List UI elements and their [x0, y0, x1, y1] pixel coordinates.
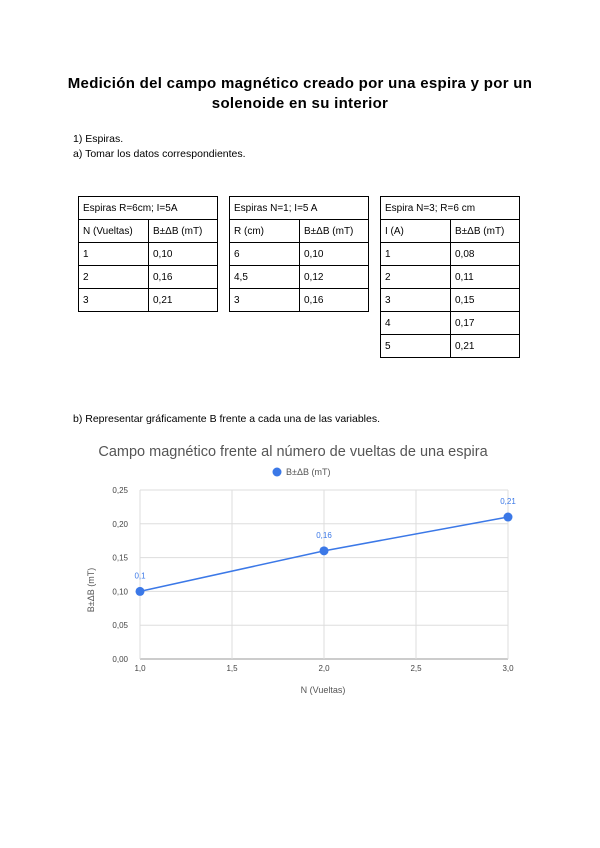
data-point: [504, 513, 513, 522]
chart-title: Campo magnético frente al número de vueltas de una espira: [98, 444, 488, 460]
table-cell: 2: [79, 266, 149, 289]
table-cell: 0,16: [149, 266, 218, 289]
x-tick-label: 3,0: [502, 664, 514, 673]
table-cell: 0,10: [149, 243, 218, 266]
y-tick-label: 0,15: [112, 553, 128, 563]
table-cell: 0,21: [451, 335, 520, 358]
table-cell: 0,10: [300, 243, 369, 266]
table-header: N (Vueltas): [79, 220, 149, 243]
y-tick-label: 0,00: [112, 655, 128, 664]
table-cell: 3: [381, 289, 451, 312]
table-header: B±ΔB (mT): [300, 220, 369, 243]
table-cell: 1: [381, 243, 451, 266]
table-cell: 0,16: [300, 289, 369, 312]
grid-lines: [140, 490, 508, 659]
y-tick-label: 0,20: [112, 519, 128, 529]
table-header: R (cm): [230, 220, 300, 243]
x-tick-label: 1,0: [134, 664, 146, 673]
table-cell: 2: [381, 266, 451, 289]
series-layer: [134, 497, 516, 596]
y-axis-label: B±ΔB (mT): [86, 567, 96, 613]
table-cell: 4,5: [230, 266, 300, 289]
y-tick-label: 0,05: [112, 621, 128, 631]
table-cell: 0,08: [451, 243, 520, 266]
table-cell: 0,11: [451, 266, 520, 289]
table-header: I (A): [381, 220, 451, 243]
table-caption: Espiras R=6cm; I=5A: [79, 197, 218, 220]
legend-label: B±ΔB (mT): [286, 467, 331, 477]
x-tick-label: 2,5: [410, 664, 422, 673]
x-tick-label: 2,0: [318, 664, 330, 673]
table-cell: 5: [381, 335, 451, 358]
y-tick-labels: [112, 486, 128, 664]
x-tick-labels: [134, 664, 514, 673]
data-point: [320, 546, 329, 555]
table-cell: 0,12: [300, 266, 369, 289]
section-heading: 1) Espiras.: [73, 133, 124, 145]
part-a-text: a) Tomar los datos correspondientes.: [73, 148, 246, 160]
table-header: B±ΔB (mT): [149, 220, 218, 243]
table-header: B±ΔB (mT): [451, 220, 520, 243]
magnetic-field-chart: [70, 435, 530, 705]
data-label: 0,1: [134, 571, 146, 581]
table-cell: 4: [381, 312, 451, 335]
y-tick-label: 0,10: [112, 587, 128, 597]
data-label: 0,16: [316, 530, 332, 540]
table-cell: 0,21: [149, 289, 218, 312]
document-title-line-1: Medición del campo magnético creado por una espira y por un: [67, 75, 533, 92]
table-cell: 0,15: [451, 289, 520, 312]
data-table-radio: [229, 196, 369, 312]
data-point: [136, 587, 145, 596]
x-axis-label: N (Vueltas): [300, 685, 346, 695]
y-tick-label: 0,25: [112, 486, 128, 495]
part-b-text: b) Representar gráficamente B frente a cada una de las variables.: [73, 413, 381, 425]
table-caption: Espiras N=1; I=5 A: [230, 197, 369, 220]
data-table-vueltas: [78, 196, 218, 312]
table-cell: 6: [230, 243, 300, 266]
table-cell: 3: [79, 289, 149, 312]
x-tick-label: 1,5: [226, 664, 238, 673]
data-table-intensidad: [380, 196, 520, 358]
legend-marker: [273, 468, 282, 477]
data-label: 0,21: [500, 497, 516, 507]
table-caption: Espira N=3; R=6 cm: [381, 197, 520, 220]
table-cell: 1: [79, 243, 149, 266]
table-cell: 3: [230, 289, 300, 312]
document-title-line-2: solenoide en su interior: [211, 95, 389, 112]
table-cell: 0,17: [451, 312, 520, 335]
